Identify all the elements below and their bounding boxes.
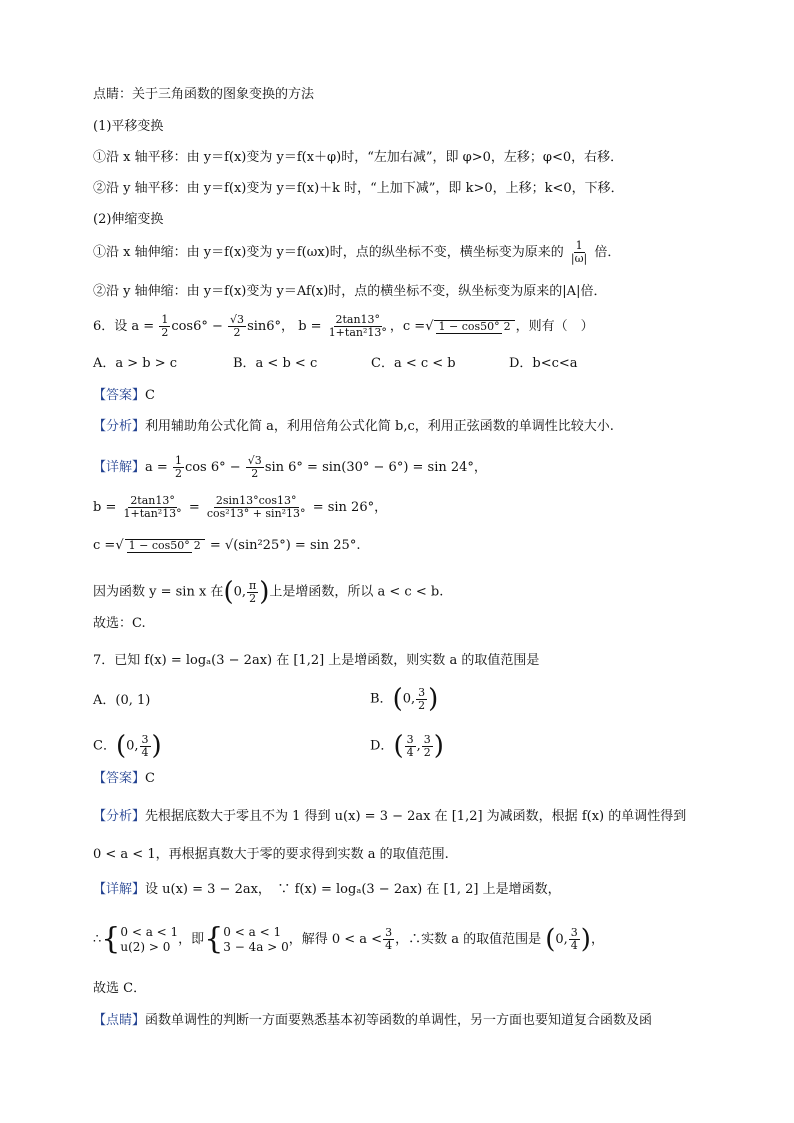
q6-option-b: B．a < b < c bbox=[233, 356, 318, 371]
q6-detail-b: b = $\frac{2\tan 13^\circ}{\text{1+tan²13°}}$ = $\frac{2\sin 13^\circ\cos 13^\circ}{\text{cos²13° + sin²13°}}$ = sin 26°， bbox=[93, 494, 388, 520]
q7-option-a: A．(0, 1) bbox=[93, 693, 151, 708]
q7-stem: 7．已知 f(x) = logₐ(3 − 2ax) 在 [1,2] 上是增函数，则实数 a 的取值范围是 bbox=[93, 653, 540, 668]
tip-title: 点睛：关于三角函数的图象变换的方法 bbox=[93, 87, 315, 102]
q6-option-c: C．a < c < b bbox=[371, 356, 456, 371]
q6-option-d: D．b<c<a bbox=[509, 356, 578, 371]
q7-answer: 【答案】C bbox=[93, 771, 155, 786]
scaling-x-pre: ①沿 x 轴伸缩：由 y＝f(x)变为 y＝f(ωx)时，点的纵坐标不变，横坐标变为原来的 bbox=[93, 245, 564, 260]
scaling-heading: (2)伸缩变换 bbox=[93, 212, 164, 227]
q6-option-a: A．a > b > c bbox=[93, 356, 178, 371]
q6-detail-a: 【详解】a = $\frac{1}{2}$ cos 6° − $\frac{√3}{2}$ sin 6° = sin(30° − 6°) = sin 24°， bbox=[93, 454, 487, 480]
q7-option-b: B．(0, $\frac{3}{2}$ ) bbox=[370, 684, 439, 714]
q6-stem: 6．设 a = $\frac{1}{2}$ cos6° − $\frac{√3}{2}$ sin6°， b = $\frac{2\tan 13^\circ}{\text{1+tan²13°}}$ ，c =√ 1 − cos50° 2 ，则有（ ） bbox=[93, 313, 594, 339]
q7-analysis-1: 【分析】先根据底数大于零且不为 1 得到 u(x) = 3 − 2ax 在 [1,2] 为减函数，根据 f(x) 的单调性得到 bbox=[93, 809, 687, 824]
q7-detail-1: 【详解】设 u(x) = 3 − 2ax， ∵ f(x) = logₐ(3 − 2ax) 在 [1, 2] 上是增函数， bbox=[93, 882, 561, 897]
q6-answer: 【答案】C bbox=[93, 388, 155, 403]
q6-detail-c: c =√ 1 − cos50° 2 = √(sin²25°) = sin 25°. bbox=[93, 538, 361, 553]
translation-y: ②沿 y 轴平移：由 y＝f(x)变为 y＝f(x)＋k 时，“上加下减”，即 k>0，上移；k<0，下移． bbox=[93, 181, 624, 196]
q7-detail-2: ∴{ 0 < a < 1 u(2) > 0 ，即{ 0 < a < 1 3 − 4a > 0 ，解得 0 < a < $\frac{3}{4}$ ，∴实数 a 的取值范围是 (0, $\frac{3}{4}$ )， bbox=[93, 921, 604, 957]
q6-analysis: 【分析】利用辅助角公式化简 a，利用倍角公式化简 b,c，利用正弦函数的单调性比较大小. bbox=[93, 419, 614, 434]
q7-conclusion: 故选 C． bbox=[93, 981, 147, 996]
scaling-x-post: 倍． bbox=[594, 245, 621, 260]
q6-detail-d: 因为函数 y = sin x 在(0, $\frac{\pi}{2}$ )上是增函数，所以 a < c < b. bbox=[93, 577, 444, 607]
q7-option-c: C．(0, $\frac{3}{4}$ ) bbox=[93, 731, 162, 761]
q7-analysis-2: 0 < a < 1，再根据真数大于零的要求得到实数 a 的取值范围. bbox=[93, 847, 449, 862]
translation-heading: (1)平移变换 bbox=[93, 119, 164, 134]
scaling-x-fraction: $\frac{1}{|\omega|}$ bbox=[570, 239, 588, 265]
q7-option-d: D．( $\frac{3}{4}$ , $\frac{3}{2}$ ) bbox=[370, 731, 444, 761]
q7-tip: 【点睛】函数单调性的判断一方面要熟悉基本初等函数的单调性，另一方面也要知道复合函数及函 bbox=[93, 1013, 653, 1028]
scaling-x bbox=[93, 240, 620, 265]
scaling-y: ②沿 y 轴伸缩：由 y＝f(x)变为 y＝Af(x)时，点的横坐标不变，纵坐标变为原来的|A|倍． bbox=[93, 284, 607, 299]
translation-x: ①沿 x 轴平移：由 y＝f(x)变为 y＝f(x＋φ)时，“左加右减”，即 φ>0，左移；φ<0，右移． bbox=[93, 150, 624, 165]
q6-conclusion: 故选：C. bbox=[93, 616, 146, 631]
